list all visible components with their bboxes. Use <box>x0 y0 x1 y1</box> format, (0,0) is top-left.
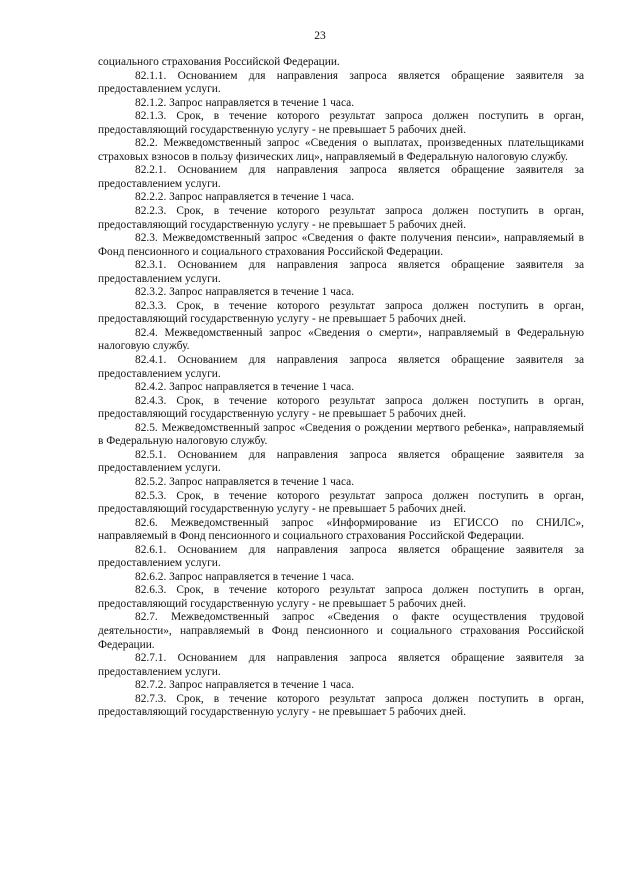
paragraph-82-4: 82.4. Межведомственный запрос «Сведения о смерти», направляемый в Федеральную налоговую службу. <box>98 326 584 353</box>
paragraph-82-2-1: 82.2.1. Основанием для направления запроса является обращение заявителя за предоставлением услуги. <box>98 164 584 190</box>
paragraph-82-7-2: 82.7.2. Запрос направляется в течение 1 часа. <box>135 679 355 692</box>
paragraph-82-4-3: 82.4.3. Срок, в течение которого результат запроса должен поступить в орган, предоставляющий государственную услугу - не превышает 5 рабочих дней. <box>98 394 584 421</box>
paragraph-82-6-3: 82.6.3. Срок, в течение которого результат запроса должен поступить в орган, предоставляющий государственную услугу - не превышает 5 рабочих дней. <box>98 584 584 610</box>
paragraph-82-5-2: 82.5.2. Запрос направляется в течение 1 часа. <box>135 475 355 488</box>
paragraph-82-3-2: 82.3.2. Запрос направляется в течение 1 часа. <box>135 286 355 299</box>
paragraph-82-3-1: 82.3.1. Основанием для направления запроса является обращение заявителя за предоставлением услуги. <box>98 259 584 285</box>
paragraph-82-6: 82.6. Межведомственный запрос «Информирование из ЕГИССО по СНИЛС», направляемый в Фонд пенсионного и социального страхования Российской Федерации. <box>98 516 584 543</box>
paragraph-82-1-1: 82.1.1. Основанием для направления запроса является обращение заявителя за предоставлением услуги. <box>98 69 584 96</box>
paragraph-82-6-2: 82.6.2. Запрос направляется в течение 1 часа. <box>135 570 355 583</box>
document-body <box>98 56 584 720</box>
paragraph-82-1-2: 82.1.2. Запрос направляется в течение 1 часа. <box>135 96 355 109</box>
paragraph-82-6-1: 82.6.1. Основанием для направления запроса является обращение заявителя за предоставлением услуги. <box>98 543 584 570</box>
paragraph-82-7-3: 82.7.3. Срок, в течение которого результат запроса должен поступить в орган, предоставляющий государственную услугу - не превышает 5 рабочих дней. <box>98 692 584 719</box>
paragraph-82-2-2: 82.2.2. Запрос направляется в течение 1 часа. <box>135 191 355 204</box>
paragraph-82-4-1: 82.4.1. Основанием для направления запроса является обращение заявителя за предоставлением услуги. <box>98 354 584 380</box>
paragraph-82-1-3: 82.1.3. Срок, в течение которого результат запроса должен поступить в орган, предоставляющий государственную услугу - не превышает 5 рабочих дней. <box>98 110 584 136</box>
page-number: 23 <box>314 30 326 42</box>
paragraph-82-7-1: 82.7.1. Основанием для направления запроса является обращение заявителя за предоставлением услуги. <box>98 652 584 678</box>
paragraph-82-2-3: 82.2.3. Срок, в течение которого результат запроса должен поступить в орган, предоставляющий государственную услугу - не превышает 5 рабочих дней. <box>98 205 584 231</box>
paragraph-82-5: 82.5. Межведомственный запрос «Сведения о рождении мертвого ребенка», направляемый в Федеральную налоговую службу. <box>98 421 584 448</box>
paragraph-82-5-1: 82.5.1. Основанием для направления запроса является обращение заявителя за предоставлением услуги. <box>98 448 584 475</box>
paragraph-82-4-2: 82.4.2. Запрос направляется в течение 1 часа. <box>135 381 355 394</box>
paragraph-continuation: социального страхования Российской Федерации. <box>98 56 340 68</box>
paragraph-82-5-3: 82.5.3. Срок, в течение которого результат запроса должен поступить в орган, предоставляющий государственную услугу - не превышает 5 рабочих дней. <box>98 489 584 516</box>
paragraph-82-2: 82.2. Межведомственный запрос «Сведения о выплатах, произведенных плательщиками страховых взносов в пользу физических лиц», направляемый в Федеральную налоговую службу. <box>98 137 584 163</box>
paragraph-82-7: 82.7. Межведомственный запрос «Сведения о факте осуществления трудовой деятельности», направляемый в Фонд пенсионного и социального страхования Российской Федерации. <box>98 611 584 651</box>
paragraph-82-3: 82.3. Межведомственный запрос «Сведения о факте получения пенсии», направляемый в Фонд пенсионного и социального страхования Российской Федерации. <box>98 232 584 258</box>
paragraph-82-3-3: 82.3.3. Срок, в течение которого результат запроса должен поступить в орган, предоставляющий государственную услугу - не превышает 5 рабочих дней. <box>98 299 584 326</box>
